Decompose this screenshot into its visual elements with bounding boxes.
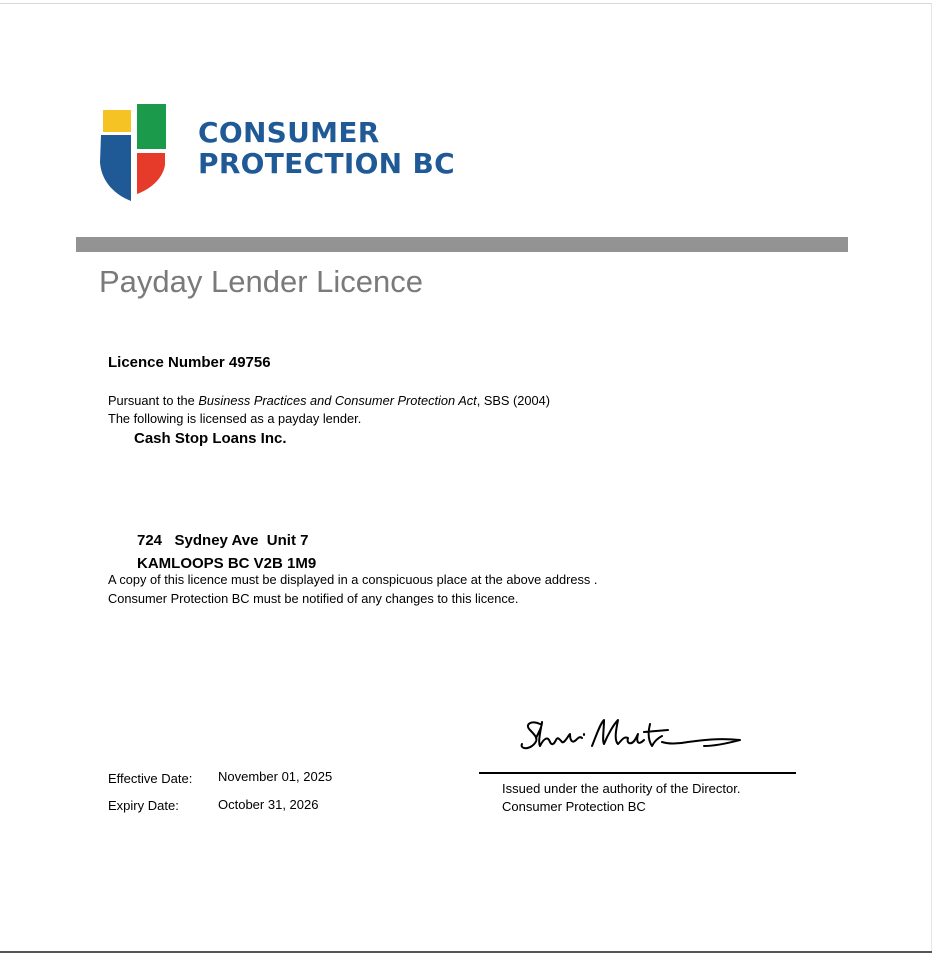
- expiry-date-value: October 31, 2026: [218, 797, 319, 812]
- brand-line-2: PROTECTION BC: [198, 147, 455, 180]
- issuer-organization: Consumer Protection BC: [502, 799, 646, 814]
- signature-line: [479, 772, 796, 774]
- shield-logo-icon: [99, 102, 169, 202]
- brand-line-1: CONSUMER: [198, 116, 380, 149]
- top-border: [0, 3, 932, 4]
- brand-wordmark: [198, 117, 455, 179]
- expiry-date-label: Expiry Date:: [108, 798, 179, 813]
- act-name: Business Practices and Consumer Protection Act: [198, 393, 477, 408]
- pursuant-prefix: Pursuant to the: [108, 393, 199, 408]
- notify-notice: Consumer Protection BC must be notified of any changes to this licence.: [108, 591, 519, 606]
- licensee-name: Cash Stop Loans Inc.: [134, 430, 287, 447]
- director-signature: [518, 716, 748, 758]
- display-notice: A copy of this licence must be displayed in a conspicuous place at the above address .: [108, 572, 598, 587]
- issuer-authority: Issued under the authority of the Director.: [502, 781, 741, 796]
- bottom-border: [0, 951, 932, 953]
- address-line-2: KAMLOOPS BC V2B 1M9: [137, 555, 317, 572]
- licensed-statement: The following is licensed as a payday lender.: [108, 411, 362, 426]
- address-line-1: 724 Sydney Ave Unit 7: [137, 532, 309, 549]
- licence-number: Licence Number 49756: [108, 354, 271, 371]
- pursuant-suffix: , SBS (2004): [476, 393, 550, 408]
- effective-date-value: November 01, 2025: [218, 769, 333, 784]
- effective-date-label: Effective Date:: [108, 771, 193, 786]
- header-divider-bar: [76, 237, 848, 252]
- page-title: Payday Lender Licence: [99, 264, 424, 299]
- pursuant-statement: [108, 392, 550, 410]
